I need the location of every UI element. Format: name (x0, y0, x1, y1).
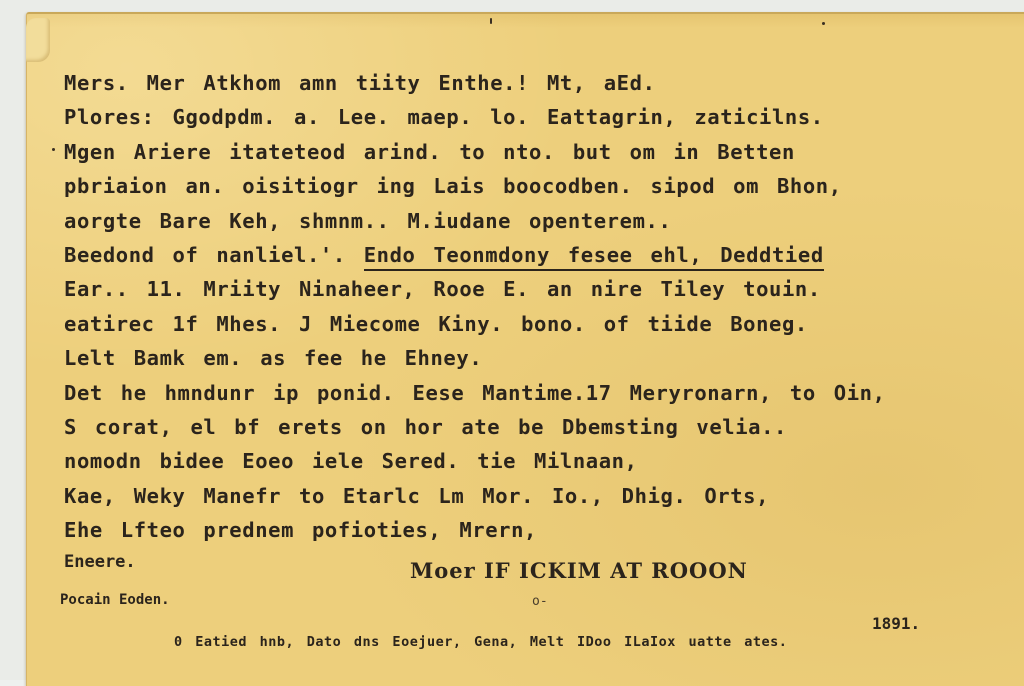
signature-line: Moer IF ICKIM AT ROOON (410, 558, 748, 583)
year-label: 1891. (872, 614, 921, 633)
letter-line: Kae, Weky Manefr to Etarlc Lm Mor. Io., Dhig. Orts, (64, 483, 770, 508)
bottom-footnote: 0 Eatied hnb, Dato dns Eoejuer, Gena, Melt IDoo ILaIox uatte ates. (174, 634, 788, 650)
letter-body (64, 66, 964, 547)
line-prefix: Beedond of nanliel.'. (64, 242, 364, 267)
letter-line: Lelt Bamk em. as fee he Ehney. (64, 346, 483, 371)
letter-line: eatirec 1f Mhes. J Miecome Kiny. bono. of tiide Boneg. (64, 311, 808, 336)
letter-line-underlined (64, 238, 964, 272)
place-label: Pocain Eoden. (60, 592, 170, 608)
letter-line: Plores: Ggodpdm. a. Lee. maep. lo. Eattagrin, zaticilns. (64, 105, 824, 130)
letter-line: Mgen Ariere itateteod arind. to nto. but om in Betten (64, 139, 795, 164)
letter-line: nomodn bidee Eoeo iele Sered. tie Milnaan, (64, 449, 638, 474)
closing-word: Eneere. (64, 552, 136, 572)
ink-speck (490, 18, 492, 24)
letter-line: Mers. Mer Atkhom amn tiity Enthe.! Mt, aEd. (64, 71, 656, 95)
underlined-phrase: Endo Teonmdony fesee ehl, Deddtied (364, 241, 824, 271)
letter-line: aorgte Bare Keh, shmnm.. M.iudane openterem.. (64, 208, 672, 233)
letter-line: pbriaion an. oisitiogr ing Lais boocodben. sipod om Bhon, (64, 174, 842, 199)
ink-speck (822, 22, 825, 25)
letter-line: Ear.. 11. Mriity Ninaheer, Rooe E. an nire Tiley touin. (64, 277, 821, 302)
torn-corner (26, 18, 50, 62)
ink-speck (52, 148, 55, 151)
center-mark: o- (532, 594, 548, 609)
letter-line: Ehe Lfteo prednem pofioties, Mrern, (64, 518, 537, 543)
letter-line: S corat, el bf erets on hor ate be Dbemsting velia.. (64, 414, 787, 439)
letter-line: Det he hmndunr ip ponid. Eese Mantime.17 Meryronarn, to Oin, (64, 380, 886, 405)
